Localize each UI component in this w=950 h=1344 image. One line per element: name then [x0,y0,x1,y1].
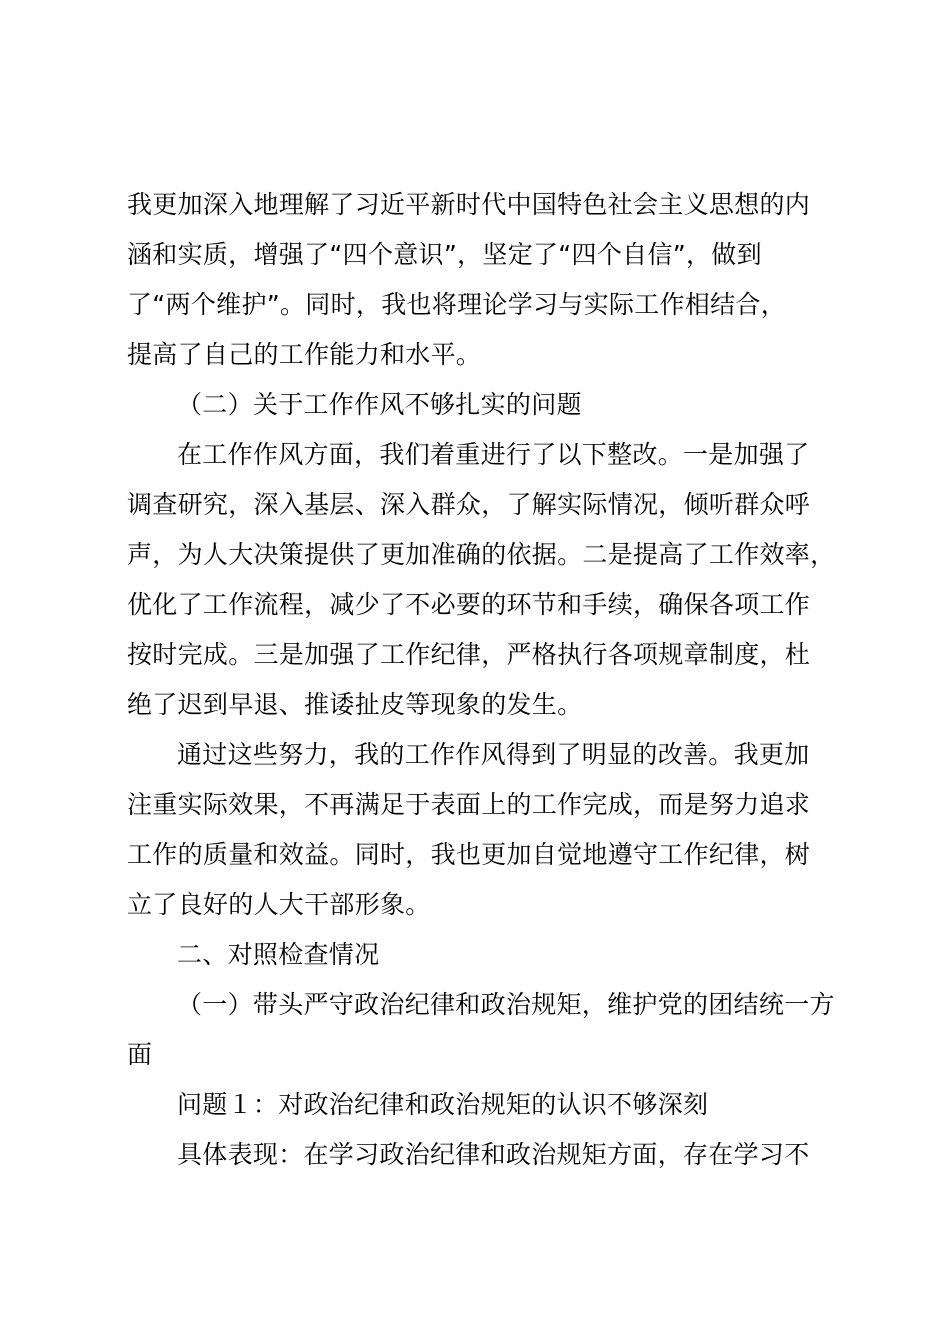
text-line: 立了良好的人大干部形象。 [127,890,431,919]
text-line: 注重实际效果，不再满足于表面上的工作完成，而是努力追求 [127,790,811,819]
text-line: 通过这些努力，我的工作作风得到了明显的改善。我更加 [177,740,810,769]
text-line: 我更加深入地理解了习近平新时代中国特色社会主义思想的内 [127,190,811,219]
section-heading: 二、对照检查情况 [177,940,380,969]
text-line: 按时完成。三是加强了工作纪律，严格执行各项规章制度，杜 [127,640,811,669]
text-line: 绝了迟到早退、推诿扯皮等现象的发生。 [127,690,583,719]
text-line: 工作的质量和效益。同时，我也更加自觉地遵守工作纪律，树 [127,840,811,869]
text-line: 声，为人大决策提供了更加准确的依据。二是提高了工作效率， [127,540,836,569]
section-heading: （二）关于工作作风不够扎实的问题 [177,390,582,419]
text-line: 在工作作风方面，我们着重进行了以下整改。一是加强了 [177,440,810,469]
text-line: 了“两个维护”。同时，我也将理论学习与实际工作相结合， [127,290,787,319]
problem-title: 问题１：对政治纪律和政治规矩的认识不够深刻 [177,1090,709,1119]
text-line: 调查研究，深入基层、深入群众，了解实际情况，倾听群众呼 [127,490,811,519]
subsection-heading: （一）带头严守政治纪律和政治规矩，维护党的团结统一方 [177,990,835,1019]
subsection-heading-continued: 面 [127,1040,153,1069]
text-line: 提高了自己的工作能力和水平。 [127,340,482,369]
text-line: 优化了工作流程，减少了不必要的环节和手续，确保各项工作 [127,590,811,619]
text-line: 涵和实质，增强了“四个意识”，坚定了“四个自信”，做到 [127,240,762,269]
text-line: 具体表现：在学习政治纪律和政治规矩方面，存在学习不 [177,1140,810,1169]
